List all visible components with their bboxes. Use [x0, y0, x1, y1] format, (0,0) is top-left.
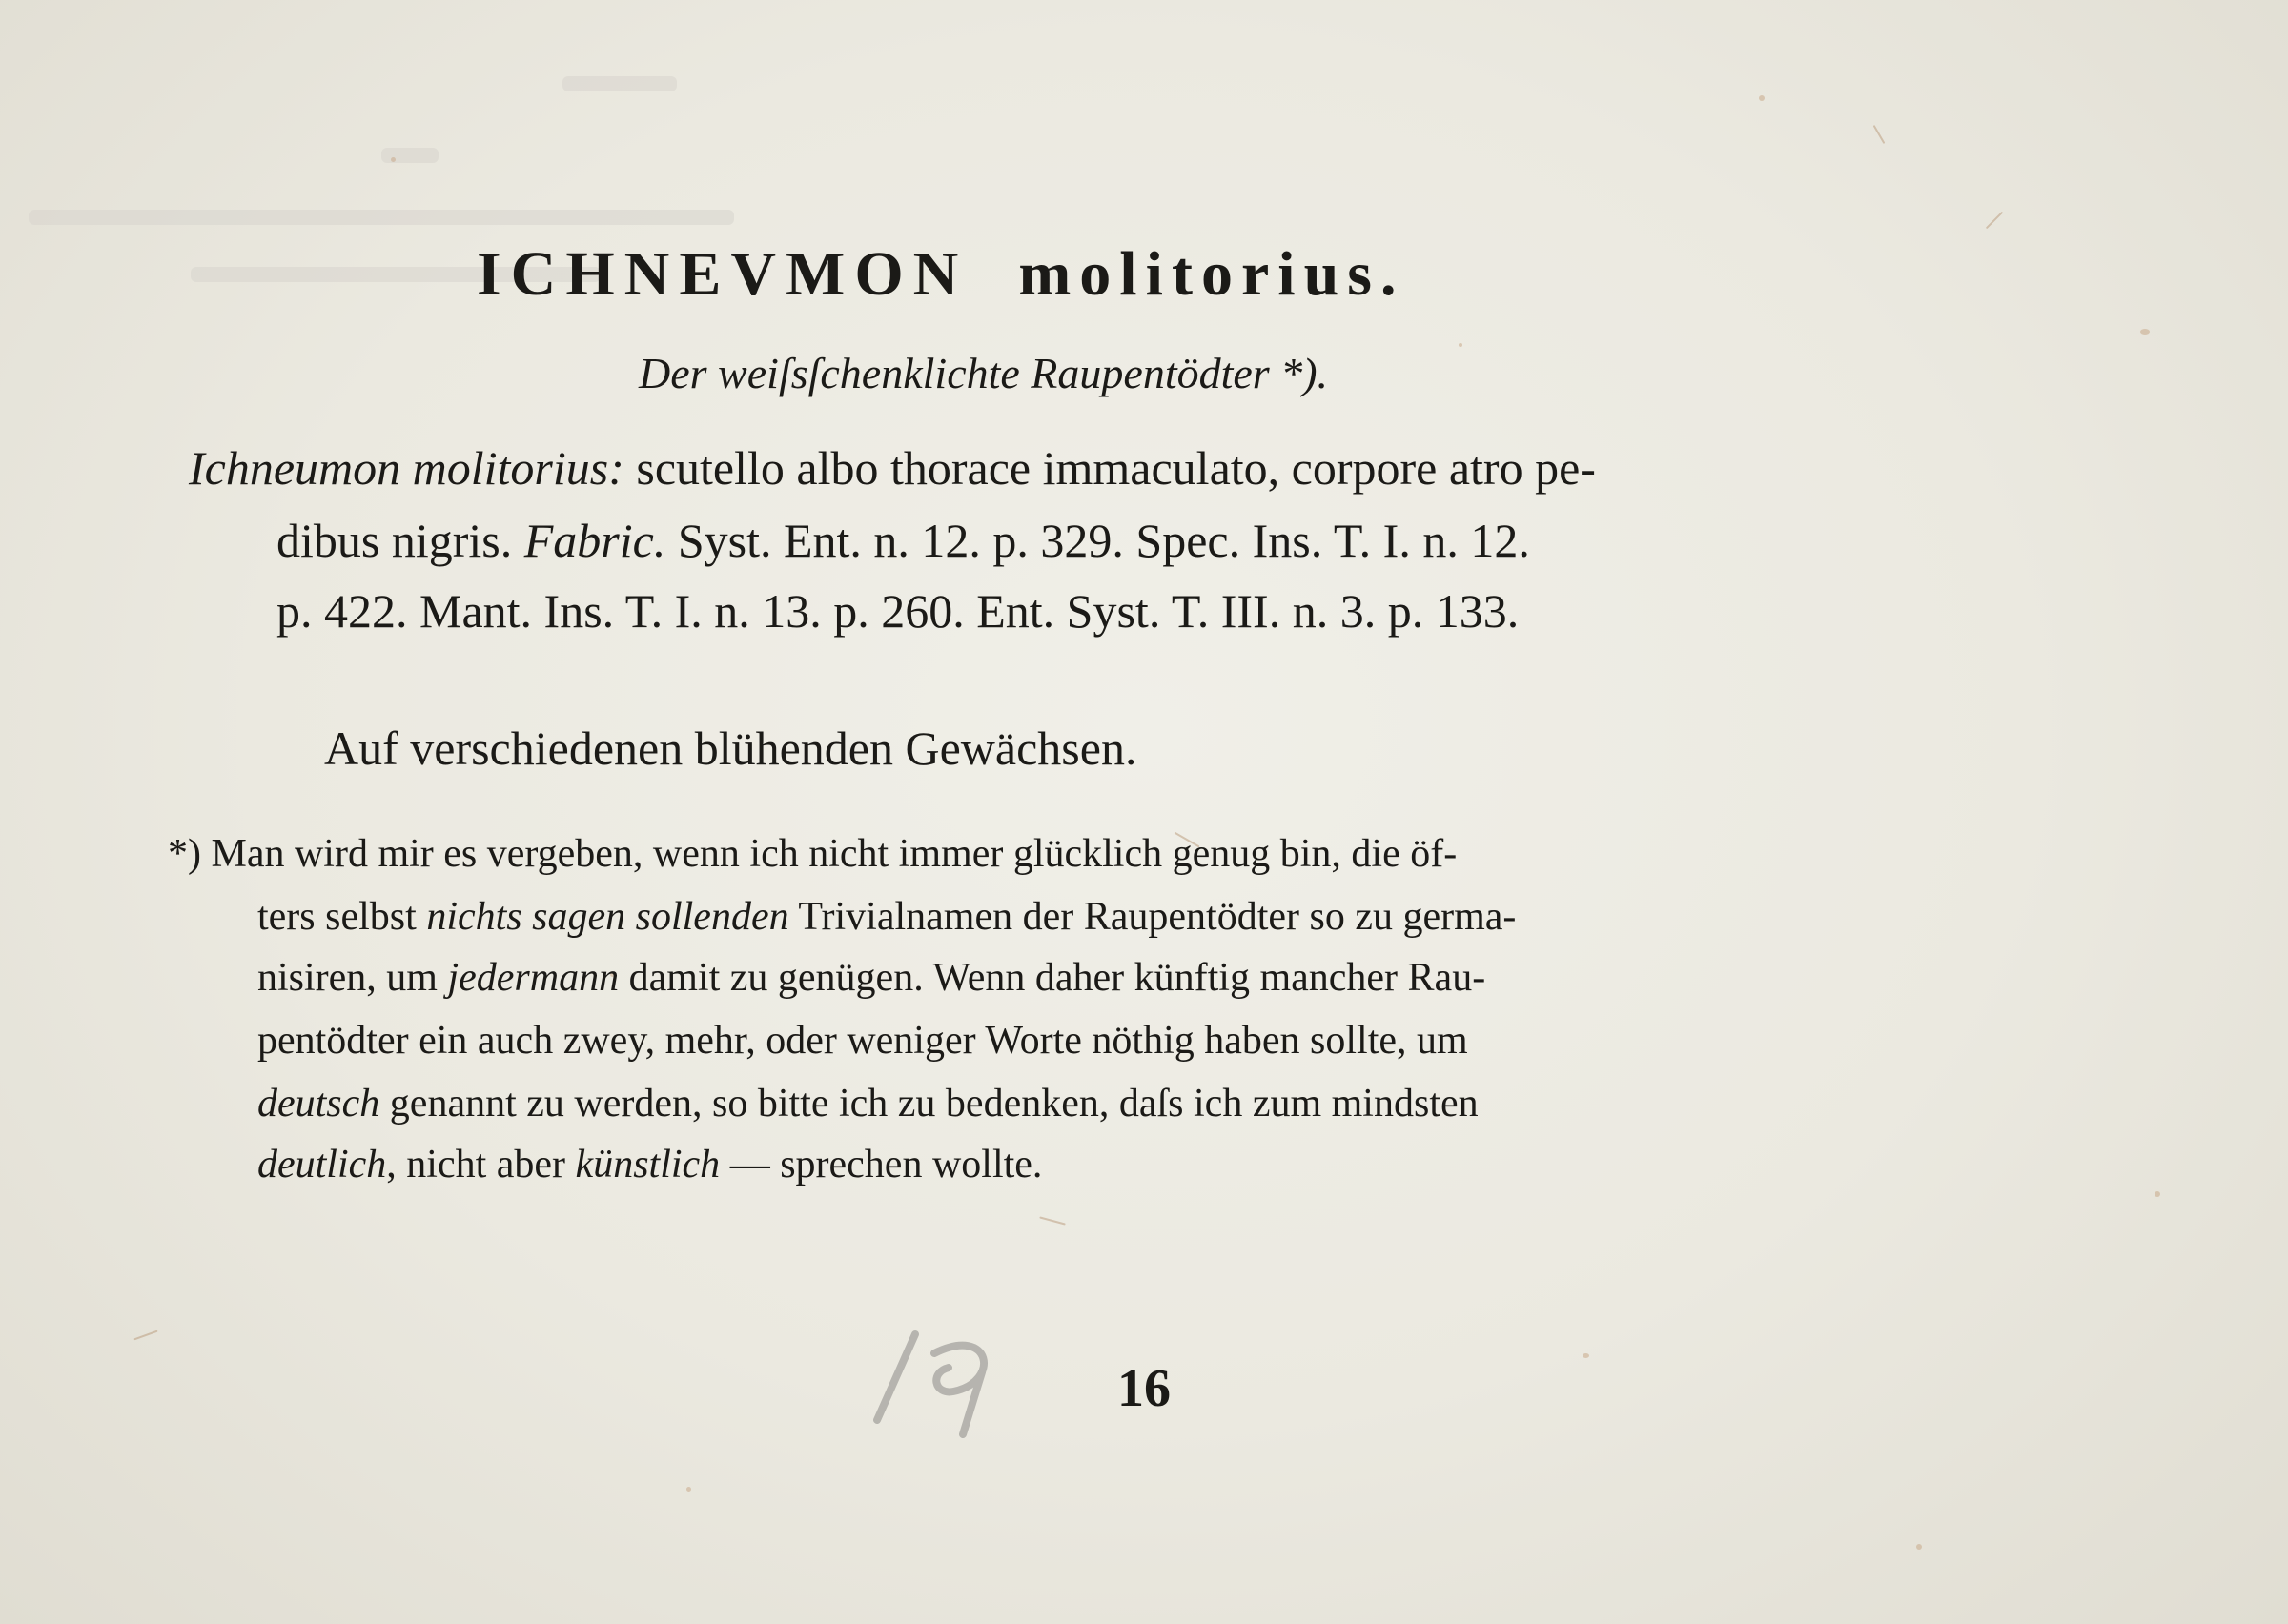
footnote-italic: jedermann	[447, 956, 620, 1000]
paper-speck	[1583, 1353, 1589, 1358]
page-number: 16	[1117, 1359, 1171, 1418]
paper-speck	[686, 1487, 691, 1492]
footnote-italic: nichts sagen sollenden	[426, 895, 789, 939]
footnote-text: Trivialnamen der Raupentödter so zu germa-	[788, 895, 1517, 939]
description-text: dibus nigris.	[276, 514, 524, 567]
paper-speck	[391, 157, 396, 162]
footnote-line: *) Man wird mir es vergeben, wenn ich nicht immer glücklich genug bin, die öf-	[168, 832, 1458, 876]
subtitle: Der weiſsſchenklichte Raupentödter *).	[639, 349, 1329, 397]
paper-fiber	[1873, 125, 1886, 144]
footnote-italic: deutlich	[257, 1143, 387, 1187]
page-title	[477, 238, 1811, 311]
footnote-text: — sprechen wollte.	[720, 1143, 1043, 1187]
title-species: molitorius.	[1018, 239, 1405, 309]
description-line	[189, 440, 2105, 496]
footnote-text: nisiren, um	[257, 956, 448, 1000]
description-text: Syst. Ent. n. 12. p. 329. Spec. Ins. T. I. n. 12.	[665, 514, 1530, 567]
title-genus: ICHNEVMON	[477, 239, 969, 309]
paper-speck	[2155, 1191, 2160, 1197]
pencil-mark	[858, 1315, 1011, 1439]
paper-speck	[1459, 343, 1462, 347]
footnote-line	[257, 1081, 2288, 1127]
footnote-text: damit zu genügen. Wenn daher künftig mancher Rau-	[619, 956, 1486, 1000]
footnote-italic: deutsch	[257, 1082, 380, 1126]
description-line	[276, 513, 2193, 568]
footnote-line	[257, 955, 2288, 1001]
paper-fiber	[1986, 212, 2003, 229]
paper-speck	[1916, 1544, 1922, 1550]
footnote-text: genannt zu werden, so bitte ich zu bedenken, daſs ich zum mindsten	[379, 1082, 1479, 1126]
footnote-text: ters selbst	[257, 895, 427, 939]
footnote-italic: künstlich	[575, 1143, 721, 1187]
paper-fiber	[133, 1330, 157, 1341]
footnote-line: pentödter ein auch zwey, mehr, oder weniger Worte nöthig haben sollte, um	[257, 1019, 1468, 1063]
paper-speck	[2140, 329, 2150, 335]
paper-speck	[1759, 95, 1765, 101]
description-line: p. 422. Mant. Ins. T. I. n. 13. p. 260. Ent. Syst. T. III. n. 3. p. 133.	[276, 584, 1520, 638]
footnote-line	[257, 1142, 2288, 1188]
description-text: scutello albo thorace immaculato, corpore atro pe-	[623, 441, 1596, 495]
species-name-italic: Ichneumon molitorius:	[189, 441, 624, 495]
footnote-text: , nicht aber	[386, 1143, 576, 1187]
author-italic: Fabric.	[523, 514, 666, 567]
paper-fiber	[1039, 1216, 1066, 1225]
footnote-line	[257, 894, 2288, 940]
habitat-text: Auf verschiedenen blühenden Gewächsen.	[324, 721, 1137, 775]
